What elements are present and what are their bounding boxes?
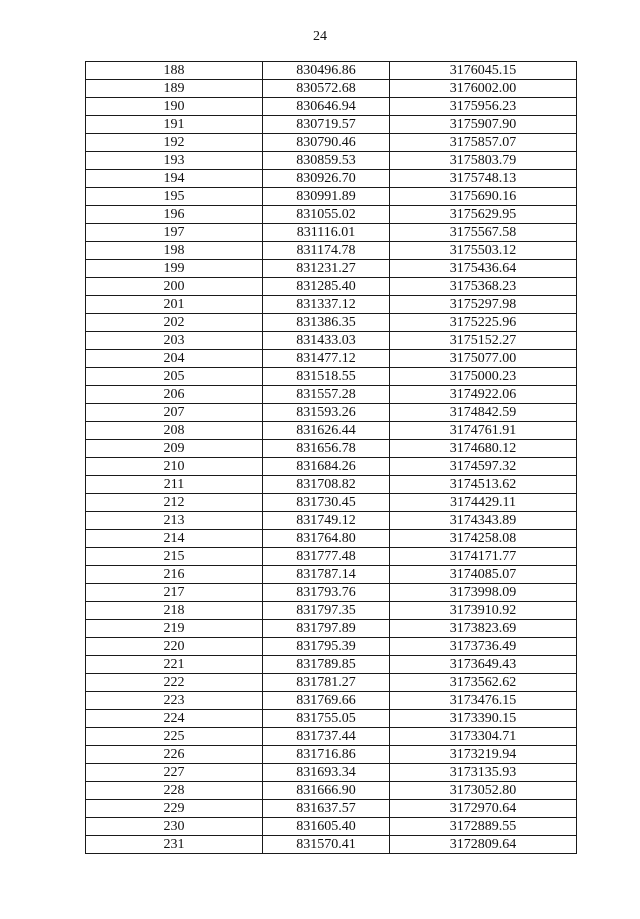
y-coordinate-cell: 3174429.11: [390, 494, 577, 512]
point-number-cell: 223: [86, 692, 263, 710]
point-number-cell: 199: [86, 260, 263, 278]
x-coordinate-cell: 831730.45: [263, 494, 390, 512]
table-row: [86, 584, 577, 602]
table-row: [86, 512, 577, 530]
y-coordinate-cell: 3172970.64: [390, 800, 577, 818]
table-row: [86, 602, 577, 620]
x-coordinate-cell: 831781.27: [263, 674, 390, 692]
point-number-cell: 230: [86, 818, 263, 836]
y-coordinate-cell: 3173562.62: [390, 674, 577, 692]
x-coordinate-cell: 830719.57: [263, 116, 390, 134]
y-coordinate-cell: 3173304.71: [390, 728, 577, 746]
page-number: 24: [313, 29, 327, 44]
x-coordinate-cell: 831637.57: [263, 800, 390, 818]
table-row: [86, 350, 577, 368]
table-row: [86, 782, 577, 800]
y-coordinate-cell: 3173823.69: [390, 620, 577, 638]
table-row: [86, 116, 577, 134]
y-coordinate-cell: 3175152.27: [390, 332, 577, 350]
table-row: [86, 836, 577, 854]
point-number-cell: 221: [86, 656, 263, 674]
point-number-cell: 195: [86, 188, 263, 206]
x-coordinate-cell: 830572.68: [263, 80, 390, 98]
point-number-cell: 215: [86, 548, 263, 566]
y-coordinate-cell: 3173736.49: [390, 638, 577, 656]
table-row: [86, 458, 577, 476]
table-row: [86, 80, 577, 98]
table-row: [86, 386, 577, 404]
table-row: [86, 530, 577, 548]
table-row: [86, 620, 577, 638]
x-coordinate-cell: 831737.44: [263, 728, 390, 746]
table-row: [86, 566, 577, 584]
table-row: [86, 368, 577, 386]
point-number-cell: 216: [86, 566, 263, 584]
point-number-cell: 213: [86, 512, 263, 530]
point-number-cell: 218: [86, 602, 263, 620]
table-row: [86, 170, 577, 188]
y-coordinate-cell: 3174680.12: [390, 440, 577, 458]
table-row: [86, 674, 577, 692]
x-coordinate-cell: 831557.28: [263, 386, 390, 404]
y-coordinate-cell: 3175748.13: [390, 170, 577, 188]
y-coordinate-cell: 3175503.12: [390, 242, 577, 260]
x-coordinate-cell: 831787.14: [263, 566, 390, 584]
point-number-cell: 210: [86, 458, 263, 476]
y-coordinate-cell: 3175297.98: [390, 296, 577, 314]
table-row: [86, 98, 577, 116]
point-number-cell: 194: [86, 170, 263, 188]
y-coordinate-cell: 3175803.79: [390, 152, 577, 170]
point-number-cell: 231: [86, 836, 263, 854]
coordinates-table: [85, 61, 577, 854]
y-coordinate-cell: 3175077.00: [390, 350, 577, 368]
x-coordinate-cell: 831797.89: [263, 620, 390, 638]
y-coordinate-cell: 3173052.80: [390, 782, 577, 800]
x-coordinate-cell: 831764.80: [263, 530, 390, 548]
table-row: [86, 764, 577, 782]
x-coordinate-cell: 830790.46: [263, 134, 390, 152]
y-coordinate-cell: 3175436.64: [390, 260, 577, 278]
x-coordinate-cell: 831174.78: [263, 242, 390, 260]
point-number-cell: 220: [86, 638, 263, 656]
table-row: [86, 800, 577, 818]
y-coordinate-cell: 3173219.94: [390, 746, 577, 764]
x-coordinate-cell: 831684.26: [263, 458, 390, 476]
table-row: [86, 332, 577, 350]
y-coordinate-cell: 3173649.43: [390, 656, 577, 674]
point-number-cell: 204: [86, 350, 263, 368]
table-row: [86, 296, 577, 314]
x-coordinate-cell: 831793.76: [263, 584, 390, 602]
x-coordinate-cell: 831656.78: [263, 440, 390, 458]
table-row: [86, 440, 577, 458]
point-number-cell: 211: [86, 476, 263, 494]
point-number-cell: 217: [86, 584, 263, 602]
x-coordinate-cell: 831477.12: [263, 350, 390, 368]
y-coordinate-cell: 3175567.58: [390, 224, 577, 242]
y-coordinate-cell: 3174761.91: [390, 422, 577, 440]
x-coordinate-cell: 831055.02: [263, 206, 390, 224]
x-coordinate-cell: 831693.34: [263, 764, 390, 782]
point-number-cell: 198: [86, 242, 263, 260]
x-coordinate-cell: 831755.05: [263, 710, 390, 728]
table-row: [86, 476, 577, 494]
x-coordinate-cell: 830646.94: [263, 98, 390, 116]
x-coordinate-cell: 831231.27: [263, 260, 390, 278]
y-coordinate-cell: 3174343.89: [390, 512, 577, 530]
point-number-cell: 192: [86, 134, 263, 152]
table-row: [86, 224, 577, 242]
point-number-cell: 228: [86, 782, 263, 800]
x-coordinate-cell: 831795.39: [263, 638, 390, 656]
point-number-cell: 227: [86, 764, 263, 782]
y-coordinate-cell: 3174085.07: [390, 566, 577, 584]
y-coordinate-cell: 3173998.09: [390, 584, 577, 602]
point-number-cell: 212: [86, 494, 263, 512]
point-number-cell: 207: [86, 404, 263, 422]
x-coordinate-cell: 830926.70: [263, 170, 390, 188]
x-coordinate-cell: 831116.01: [263, 224, 390, 242]
point-number-cell: 193: [86, 152, 263, 170]
y-coordinate-cell: 3174258.08: [390, 530, 577, 548]
y-coordinate-cell: 3172889.55: [390, 818, 577, 836]
point-number-cell: 226: [86, 746, 263, 764]
point-number-cell: 188: [86, 62, 263, 80]
table-row: [86, 206, 577, 224]
table-row: [86, 314, 577, 332]
y-coordinate-cell: 3175690.16: [390, 188, 577, 206]
y-coordinate-cell: 3174597.32: [390, 458, 577, 476]
x-coordinate-cell: 831337.12: [263, 296, 390, 314]
x-coordinate-cell: 831386.35: [263, 314, 390, 332]
y-coordinate-cell: 3174513.62: [390, 476, 577, 494]
point-number-cell: 189: [86, 80, 263, 98]
y-coordinate-cell: 3175225.96: [390, 314, 577, 332]
coordinates-table-body: [86, 62, 577, 854]
y-coordinate-cell: 3175907.90: [390, 116, 577, 134]
table-row: [86, 494, 577, 512]
y-coordinate-cell: 3176045.15: [390, 62, 577, 80]
table-row: [86, 710, 577, 728]
point-number-cell: 197: [86, 224, 263, 242]
point-number-cell: 200: [86, 278, 263, 296]
x-coordinate-cell: 831777.48: [263, 548, 390, 566]
x-coordinate-cell: 831666.90: [263, 782, 390, 800]
point-number-cell: 209: [86, 440, 263, 458]
table-row: [86, 404, 577, 422]
point-number-cell: 191: [86, 116, 263, 134]
point-number-cell: 203: [86, 332, 263, 350]
table-row: [86, 188, 577, 206]
table-row: [86, 692, 577, 710]
table-row: [86, 728, 577, 746]
y-coordinate-cell: 3173476.15: [390, 692, 577, 710]
x-coordinate-cell: 830991.89: [263, 188, 390, 206]
table-row: [86, 548, 577, 566]
y-coordinate-cell: 3175956.23: [390, 98, 577, 116]
point-number-cell: 222: [86, 674, 263, 692]
point-number-cell: 202: [86, 314, 263, 332]
table-row: [86, 638, 577, 656]
point-number-cell: 224: [86, 710, 263, 728]
y-coordinate-cell: 3174922.06: [390, 386, 577, 404]
x-coordinate-cell: 830496.86: [263, 62, 390, 80]
y-coordinate-cell: 3173135.93: [390, 764, 577, 782]
table-row: [86, 134, 577, 152]
y-coordinate-cell: 3173390.15: [390, 710, 577, 728]
x-coordinate-cell: 831570.41: [263, 836, 390, 854]
y-coordinate-cell: 3176002.00: [390, 80, 577, 98]
x-coordinate-cell: 831769.66: [263, 692, 390, 710]
y-coordinate-cell: 3174842.59: [390, 404, 577, 422]
x-coordinate-cell: 831749.12: [263, 512, 390, 530]
point-number-cell: 205: [86, 368, 263, 386]
x-coordinate-cell: 831797.35: [263, 602, 390, 620]
y-coordinate-cell: 3174171.77: [390, 548, 577, 566]
table-row: [86, 746, 577, 764]
point-number-cell: 219: [86, 620, 263, 638]
point-number-cell: 214: [86, 530, 263, 548]
point-number-cell: 206: [86, 386, 263, 404]
table-row: [86, 62, 577, 80]
point-number-cell: 201: [86, 296, 263, 314]
point-number-cell: 196: [86, 206, 263, 224]
table-row: [86, 656, 577, 674]
x-coordinate-cell: 830859.53: [263, 152, 390, 170]
x-coordinate-cell: 831716.86: [263, 746, 390, 764]
point-number-cell: 225: [86, 728, 263, 746]
y-coordinate-cell: 3175857.07: [390, 134, 577, 152]
x-coordinate-cell: 831789.85: [263, 656, 390, 674]
point-number-cell: 229: [86, 800, 263, 818]
x-coordinate-cell: 831626.44: [263, 422, 390, 440]
y-coordinate-cell: 3175629.95: [390, 206, 577, 224]
y-coordinate-cell: 3175368.23: [390, 278, 577, 296]
y-coordinate-cell: 3173910.92: [390, 602, 577, 620]
table-row: [86, 242, 577, 260]
table-row: [86, 818, 577, 836]
x-coordinate-cell: 831708.82: [263, 476, 390, 494]
table-row: [86, 260, 577, 278]
x-coordinate-cell: 831605.40: [263, 818, 390, 836]
point-number-cell: 208: [86, 422, 263, 440]
table-row: [86, 152, 577, 170]
point-number-cell: 190: [86, 98, 263, 116]
x-coordinate-cell: 831518.55: [263, 368, 390, 386]
x-coordinate-cell: 831593.26: [263, 404, 390, 422]
table-row: [86, 278, 577, 296]
x-coordinate-cell: 831433.03: [263, 332, 390, 350]
table-row: [86, 422, 577, 440]
y-coordinate-cell: 3175000.23: [390, 368, 577, 386]
y-coordinate-cell: 3172809.64: [390, 836, 577, 854]
x-coordinate-cell: 831285.40: [263, 278, 390, 296]
